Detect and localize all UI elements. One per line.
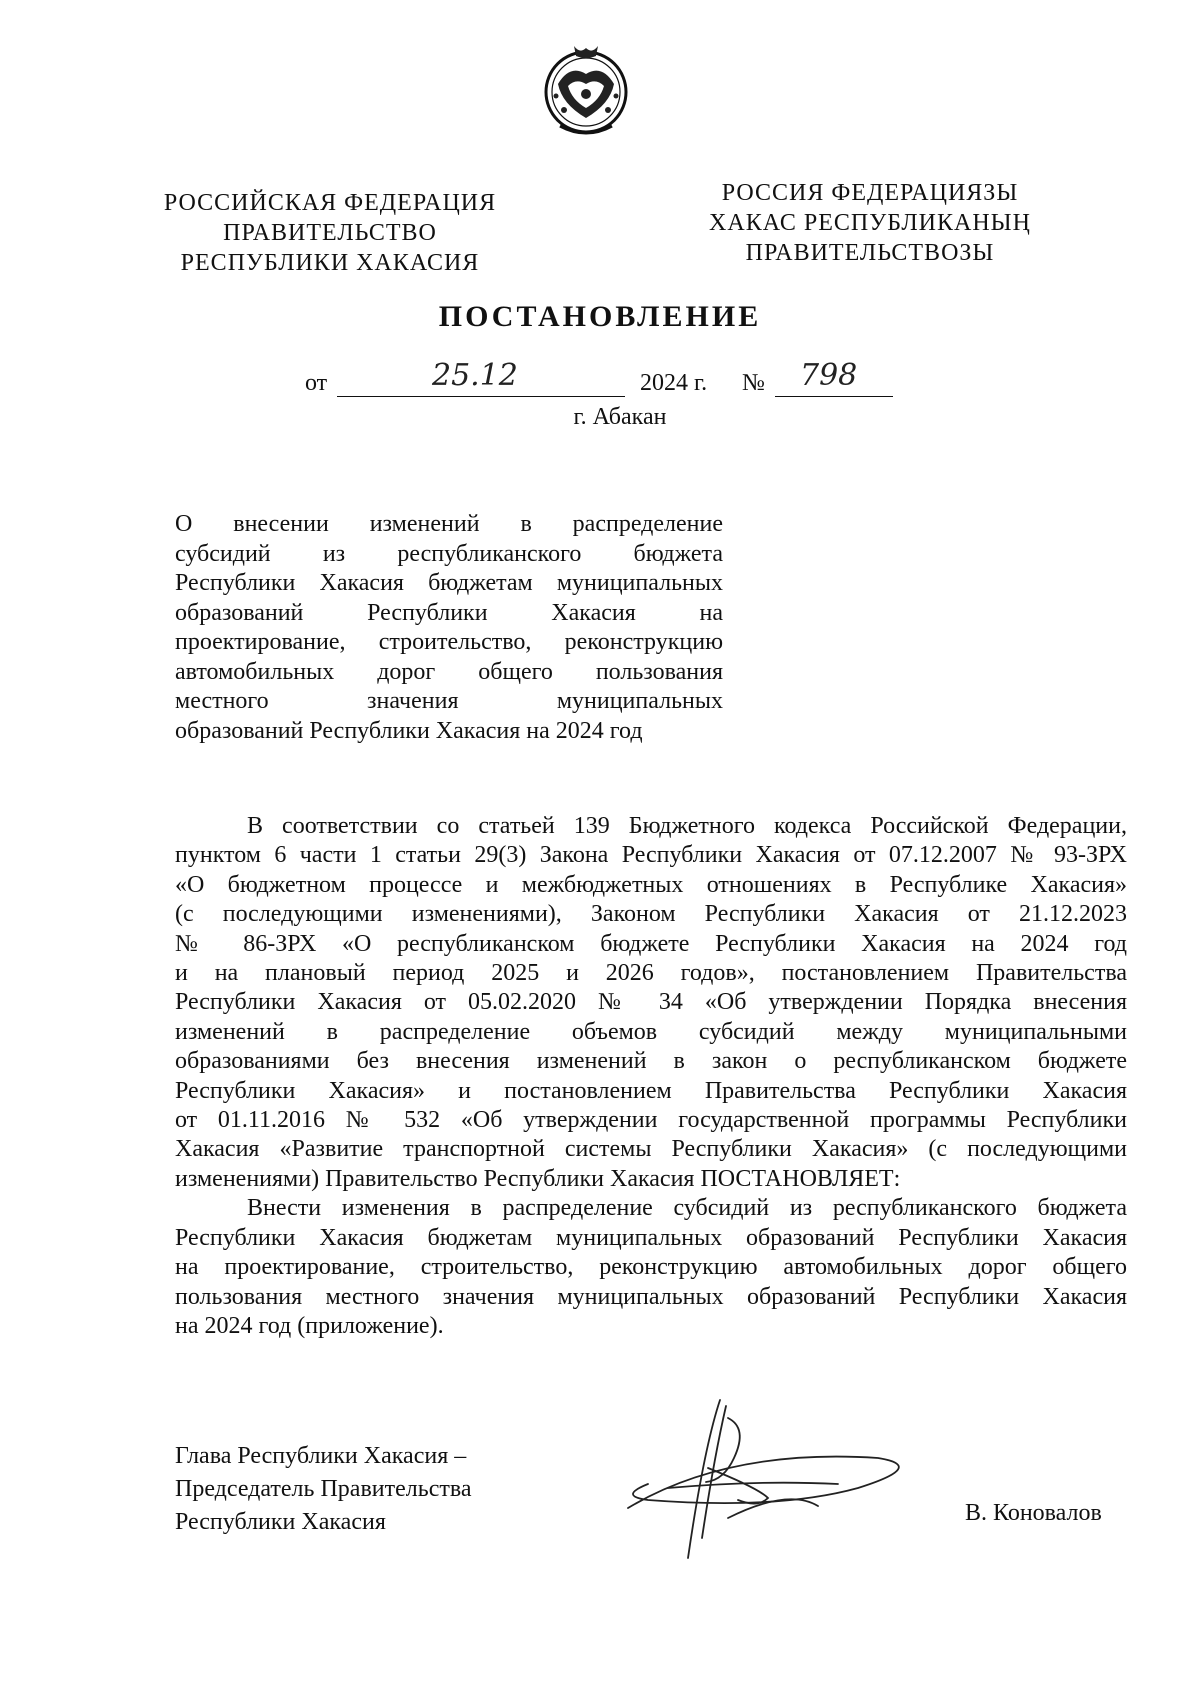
handwritten-date: 25.12 (432, 358, 518, 393)
header-left-line: РОССИЙСКАЯ ФЕДЕРАЦИЯ (163, 190, 497, 216)
signer-name: В. Коновалов (965, 1500, 1102, 1526)
subject-line: местного значения муниципальных (175, 688, 723, 714)
signer-line: Республики Хакасия (175, 1509, 386, 1535)
header-right-line: ХАКАС РЕСПУБЛИКАНЫҢ (709, 210, 1031, 236)
date-underline (337, 396, 625, 397)
body-line: В соответствии со статьей 139 Бюджетного кодекса Российской Федерации, (247, 813, 1127, 839)
body-line: образованиями без внесения изменений в закон о республиканском бюджете (175, 1048, 1127, 1075)
document-type-title: ПОСТАНОВЛЕНИЕ (438, 300, 762, 333)
body-line: пунктом 6 части 1 статьи 29(3) Закона Республики Хакасия от 07.12.2007 № 93-ЗРХ (175, 842, 1127, 869)
document-subject (175, 510, 723, 746)
header-right-line: ПРАВИТЕЛЬСТВОЗЫ (745, 240, 995, 266)
signer-position (175, 1440, 472, 1539)
subject-line: автомобильных дорог общего пользования (175, 658, 723, 685)
body-line: и на плановый период 2025 и 2026 годов», постановлением Правительства (175, 960, 1127, 987)
header-right (680, 178, 1060, 268)
signer-line: Глава Республики Хакасия – (175, 1443, 467, 1469)
subject-line: образований Республики Хакасия на (175, 599, 723, 626)
handwritten-signature-icon (608, 1388, 948, 1568)
body-line: изменений в распределение объемов субсидий между муниципальными (175, 1018, 1127, 1045)
subject-line: Республики Хакасия бюджетам муниципальных (175, 570, 723, 596)
number-label: № (742, 370, 765, 396)
body-line: Хакасия «Развитие транспортной системы Республики Хакасия» (с последующими (175, 1136, 1127, 1163)
body-line: № 86-ЗРХ «О республиканском бюджете Республики Хакасия на 2024 год (175, 930, 1127, 957)
body-line: от 01.11.2016 № 532 «Об утверждении государственной программы Республики (175, 1107, 1127, 1134)
body-line: Республики Хакасия от 05.02.2020 № 34 «Об утверждении Порядка внесения (175, 989, 1127, 1016)
subject-line: проектирование, строительство, реконструкцию (175, 629, 723, 655)
subject-line: субсидий из республиканского бюджета (175, 540, 723, 567)
header-left-line: ПРАВИТЕЛЬСТВО (223, 220, 437, 246)
header-left (140, 188, 520, 278)
signer-line: Председатель Правительства (175, 1476, 472, 1502)
header-left-line: РЕСПУБЛИКИ ХАКАСИЯ (180, 250, 480, 276)
body-line: пользования местного значения муниципальных образований Республики Хакасия (175, 1283, 1127, 1310)
body-line: изменениями) Правительство Республики Хакасия ПОСТАНОВЛЯЕТ: (175, 1165, 901, 1192)
header-right-line: РОССИЯ ФЕДЕРАЦИЯЗЫ (721, 180, 1019, 206)
body-line: «О бюджетном процессе и межбюджетных отношениях в Республике Хакасия» (175, 871, 1127, 898)
subject-line: образований Республики Хакасия на 2024 год (175, 717, 643, 744)
body-line: на проектирование, строительство, реконструкцию автомобильных дорог общего (175, 1254, 1127, 1281)
document-body (175, 812, 1127, 1341)
body-line: Республики Хакасия бюджетам муниципальных образований Республики Хакасия (175, 1224, 1127, 1251)
date-prefix: от (305, 370, 328, 396)
body-line: Внести изменения в распределение субсидий из республиканского бюджета (247, 1195, 1127, 1222)
handwritten-number: 798 (800, 358, 858, 393)
body-line: на 2024 год (приложение). (175, 1312, 444, 1339)
number-underline (775, 396, 893, 397)
subject-line: О внесении изменений в распределение (175, 511, 723, 537)
date-year: 2024 г. (640, 370, 708, 396)
body-line: (с последующими изменениями), Законом Республики Хакасия от 21.12.2023 (175, 901, 1127, 928)
khakassia-emblem-icon (540, 40, 632, 140)
body-line: Республики Хакасия» и постановлением Правительства Республики Хакасия (175, 1077, 1127, 1104)
city: г. Абакан (573, 404, 667, 430)
